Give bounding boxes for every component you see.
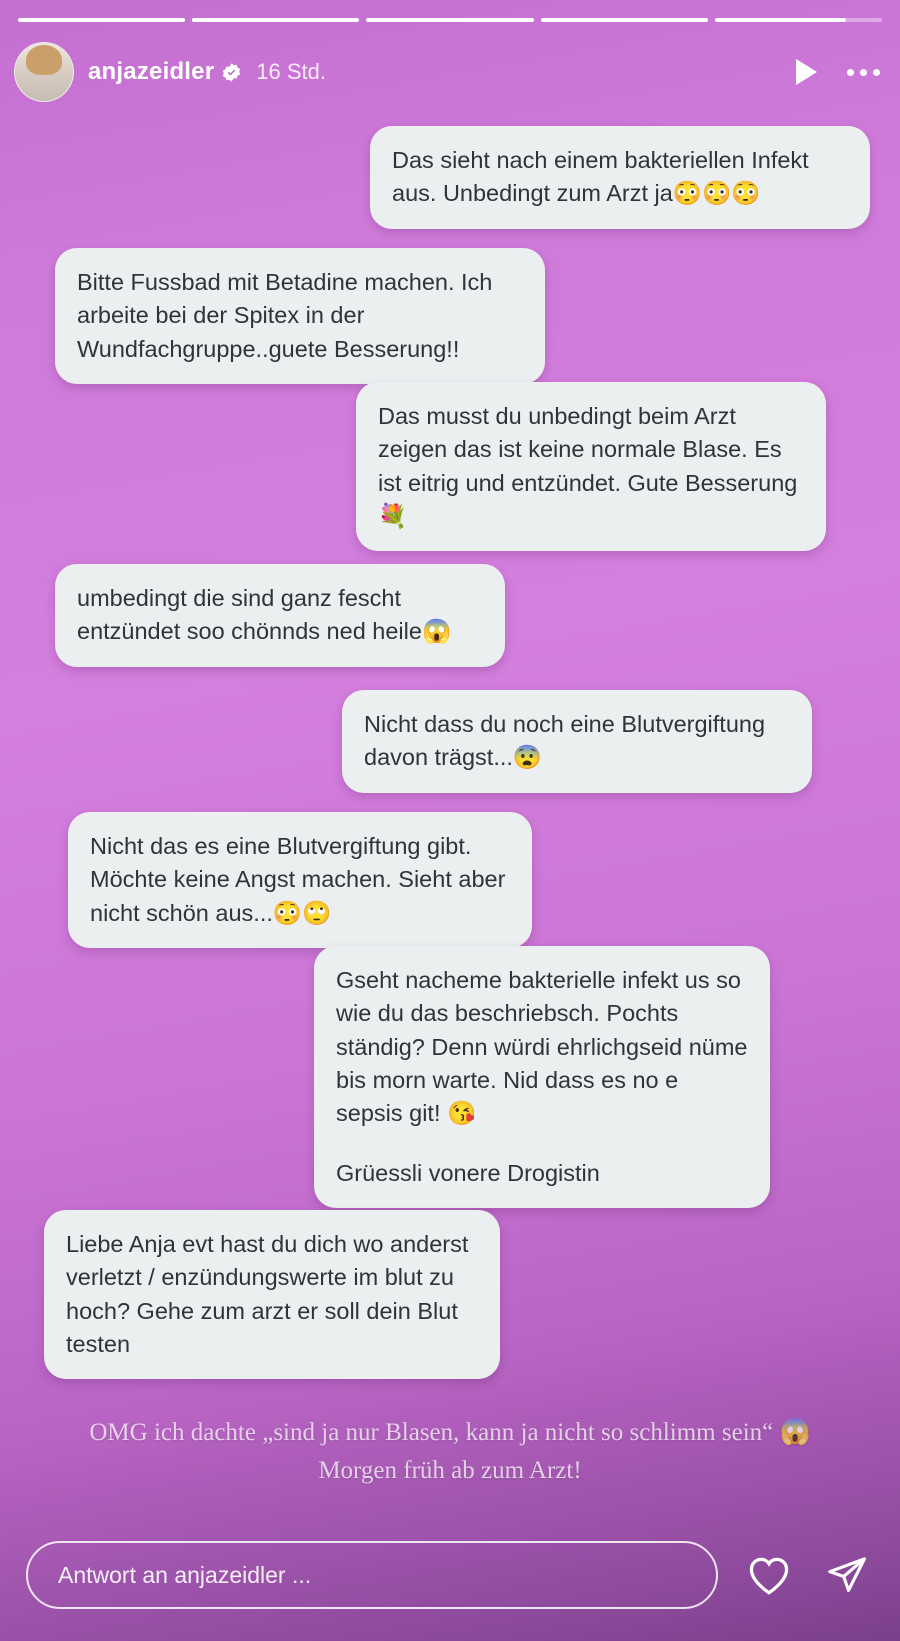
reply-input[interactable]	[26, 1541, 718, 1609]
progress-segment	[192, 18, 359, 22]
username-label[interactable]: anjazeidler	[88, 58, 215, 85]
message-text: Das sieht nach einem bakteriellen Infekt aus. Unbedingt zum Arzt ja😳😳😳	[392, 147, 809, 207]
message-bubble	[370, 126, 870, 229]
message-text: Bitte Fussbad mit Betadine machen. Ich arbeite bei der Spitex in der Wundfachgruppe..guete Besserung!!	[77, 269, 493, 362]
play-icon[interactable]	[791, 56, 821, 88]
message-text: Nicht dass du noch eine Blutvergiftung davon trägst...😨	[364, 711, 766, 771]
story-timestamp: 16 Std.	[256, 59, 326, 84]
progress-segment-active	[715, 18, 882, 22]
message-text: Liebe Anja evt hast du dich wo anderst verletzt / enzündungswerte im blut zu hoch? Gehe zum arzt er soll dein Blut testen	[66, 1231, 469, 1358]
story-caption: OMG ich dachte „sind ja nur Blasen, kann ja nicht so schlimm sein“ 😱 Morgen früh ab zum Arzt!	[89, 1419, 811, 1484]
message-bubble	[55, 564, 505, 667]
share-paperplane-icon[interactable]	[820, 1548, 874, 1602]
avatar[interactable]	[14, 42, 74, 102]
message-list	[0, 120, 900, 1451]
story-progress-bar	[18, 18, 882, 22]
progress-segment	[541, 18, 708, 22]
message-bubble	[44, 1210, 500, 1379]
message-bubble	[55, 248, 545, 384]
message-text: Gseht nacheme bakterielle infekt us so wie du das beschriebsch. Pochts ständig? Denn würdi ehrlichgseid nüme bis morn warte. Nid dass es no e sepsis git! 😘	[336, 967, 748, 1127]
message-text: Das musst du unbedingt beim Arzt zeigen das ist keine normale Blase. Es ist eitrig und entzündet. Gute Besserung 💐	[378, 403, 798, 530]
message-bubble	[314, 946, 770, 1208]
verified-badge-icon	[221, 62, 242, 83]
avatar-hair	[26, 45, 62, 75]
progress-segment	[366, 18, 533, 22]
story-header	[14, 42, 886, 102]
more-options-icon[interactable]	[847, 69, 880, 76]
message-text: umbedingt die sind ganz fescht entzündet soo chönnds ned heile😱	[77, 585, 452, 645]
message-bubble	[356, 382, 826, 551]
message-bubble	[68, 812, 532, 948]
story-bottom-bar	[0, 1509, 900, 1641]
progress-segment	[18, 18, 185, 22]
message-text-second: Grüessli vonere Drogistin	[336, 1159, 600, 1186]
message-text: Nicht das es eine Blutvergiftung gibt. Möchte keine Angst machen. Sieht aber nicht schön aus...😳🙄	[90, 833, 506, 926]
message-bubble	[342, 690, 812, 793]
heart-icon[interactable]	[742, 1548, 796, 1602]
